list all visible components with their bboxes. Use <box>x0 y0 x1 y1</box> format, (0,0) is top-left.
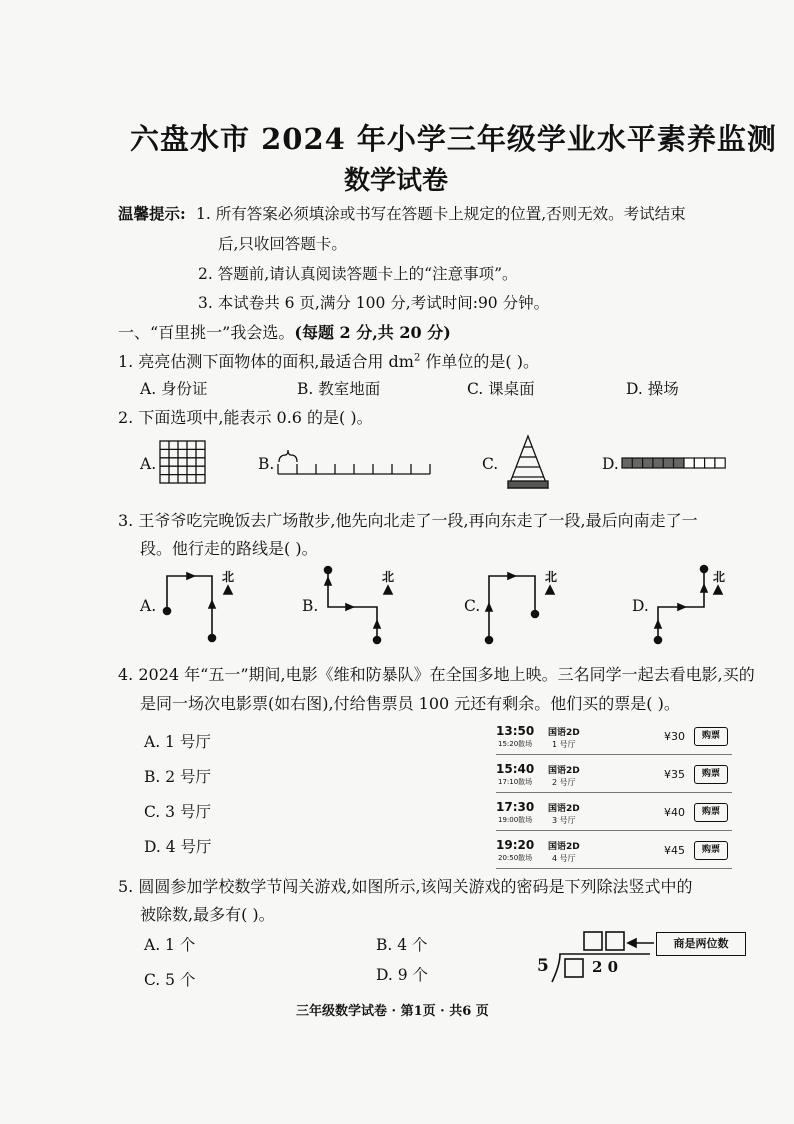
tips-item-3: 3. 本试卷共 6 页,满分 100 分,考试时间:90 分钟。 <box>198 294 550 312</box>
question-1-stem-text: 1. 亮亮估测下面物体的面积,最适合用 dm <box>118 352 414 371</box>
showtime-price: ¥40 <box>664 806 685 819</box>
question-3-stem-line-1: 3. 王爷爷吃完晚饭去广场散步,他先向北走了一段,再向东走了一段,最后向南走了一 <box>118 511 698 530</box>
q2-triangle-figure <box>508 436 548 488</box>
q2-strip-figure <box>622 458 725 468</box>
showtime-end: 15:20散场 <box>498 740 533 748</box>
showtime-end: 19:00散场 <box>498 816 533 824</box>
tips-item-1-line-1: 1. 所有答案必须填涂或书写在答题卡上规定的位置,否则无效。考试结束 <box>196 205 686 223</box>
buy-ticket-button[interactable]: 购票 <box>694 803 728 822</box>
showtime-start: 15:40 <box>496 762 535 776</box>
showtime-end: 20:50散场 <box>498 854 533 862</box>
question-4-stem-line-2: 是同一场次电影票(如右图),付给售票员 100 元还有剩余。他们买的票是( )。 <box>140 694 680 713</box>
row-divider <box>496 830 732 831</box>
showtime-language: 国语2D <box>548 804 580 814</box>
north-label-a: 北 <box>222 570 235 584</box>
q3-route-d <box>655 566 726 644</box>
north-label-b: 北 <box>382 570 395 584</box>
showtime-language: 国语2D <box>548 766 580 776</box>
page-footer: 三年级数学试卷 · 第1页 · 共6 页 <box>296 1004 489 1019</box>
q3-route-c <box>486 573 555 644</box>
row-divider <box>496 754 732 755</box>
question-2-option-a-label[interactable]: A. <box>140 455 157 473</box>
row-divider <box>496 792 732 793</box>
showtime-price: ¥45 <box>664 844 685 857</box>
dividend-known-digits: 2 0 <box>592 958 619 976</box>
q2-grid-figure <box>160 441 205 483</box>
tips-item-1-line-2: 后,只收回答题卡。 <box>218 235 347 253</box>
question-5-stem-line-1: 5. 圆圆参加学校数学节闯关游戏,如图所示,该闯关游戏的密码是下列除法竖式中的 <box>118 877 693 896</box>
showtime-price: ¥30 <box>664 730 685 743</box>
question-1-option-c[interactable]: C. 课桌面 <box>467 380 535 398</box>
question-4-option-b[interactable]: B. 2 号厅 <box>144 768 212 786</box>
showtime-end: 17:10散场 <box>498 778 533 786</box>
tips-item-2: 2. 答题前,请认真阅读答题卡上的“注意事项”。 <box>198 265 518 283</box>
question-2-option-b-label[interactable]: B. <box>258 455 275 473</box>
showtime-start: 13:50 <box>496 724 535 738</box>
question-2-option-d-label[interactable]: D. <box>602 455 619 473</box>
q2-number-line-figure <box>278 450 430 474</box>
question-3-option-a-label[interactable]: A. <box>140 597 157 615</box>
question-1-option-d[interactable]: D. 操场 <box>626 380 679 398</box>
question-3-option-c-label[interactable]: C. <box>464 597 481 615</box>
question-4-option-c[interactable]: C. 3 号厅 <box>144 803 211 821</box>
question-5-option-c[interactable]: C. 5 个 <box>144 971 196 989</box>
buy-ticket-button[interactable]: 购票 <box>694 765 728 784</box>
showtime-row <box>496 762 732 794</box>
showtime-row <box>496 800 732 832</box>
showtime-row <box>496 838 732 870</box>
question-4-stem-line-1: 4. 2024 年“五一”期间,电影《维和防暴队》在全国多地上映。三名同学一起去看电影,买的 <box>118 665 755 684</box>
page-title: 六盘水市 2024 年小学三年级学业水平素养监测 <box>130 122 777 156</box>
showtime-table <box>496 724 732 868</box>
showtime-language: 国语2D <box>548 728 580 738</box>
showtime-hall: 1 号厅 <box>552 740 576 749</box>
section-heading-score: (每题 2 分,共 20 分) <box>294 323 451 342</box>
question-4-option-d[interactable]: D. 4 号厅 <box>144 838 212 856</box>
question-1-stem-tail: 作单位的是( )。 <box>420 352 539 371</box>
page-subtitle: 数学试卷 <box>344 166 449 196</box>
tips-label: 温馨提示: <box>118 204 186 223</box>
showtime-hall: 3 号厅 <box>552 816 576 825</box>
question-5-option-b[interactable]: B. 4 个 <box>376 936 428 954</box>
question-5-option-d[interactable]: D. 9 个 <box>376 966 429 984</box>
buy-ticket-button[interactable]: 购票 <box>694 841 728 860</box>
question-5-stem-line-2: 被除数,最多有( )。 <box>140 905 275 924</box>
question-1-option-a[interactable]: A. 身份证 <box>140 380 208 398</box>
showtime-hall: 2 号厅 <box>552 778 576 787</box>
question-5-option-a[interactable]: A. 1 个 <box>144 936 196 954</box>
question-3-option-d-label[interactable]: D. <box>632 597 649 615</box>
divisor: 5 <box>537 956 549 976</box>
showtime-price: ¥35 <box>664 768 685 781</box>
question-1-option-b[interactable]: B. 教室地面 <box>297 380 381 398</box>
question-2-option-c-label[interactable]: C. <box>482 455 499 473</box>
showtime-language: 国语2D <box>548 842 580 852</box>
showtime-row <box>496 724 732 756</box>
showtime-hall: 4 号厅 <box>552 854 576 863</box>
question-2-stem: 2. 下面选项中,能表示 0.6 的是( )。 <box>118 408 373 427</box>
showtime-start: 17:30 <box>496 800 535 814</box>
north-label-d: 北 <box>713 570 726 584</box>
buy-ticket-button[interactable]: 购票 <box>694 727 728 746</box>
row-divider <box>496 868 732 869</box>
question-3-stem-line-2: 段。他行走的路线是( )。 <box>140 539 318 558</box>
question-1-superscript: 2 <box>413 352 421 364</box>
question-4-option-a[interactable]: A. 1 号厅 <box>144 733 211 751</box>
section-heading-title: 一、“百里挑一”我会选。 <box>118 323 295 342</box>
quotient-note: 商是两位数 <box>656 932 746 956</box>
north-label-c: 北 <box>545 570 558 584</box>
showtime-start: 19:20 <box>496 838 535 852</box>
question-3-option-b-label[interactable]: B. <box>302 597 319 615</box>
